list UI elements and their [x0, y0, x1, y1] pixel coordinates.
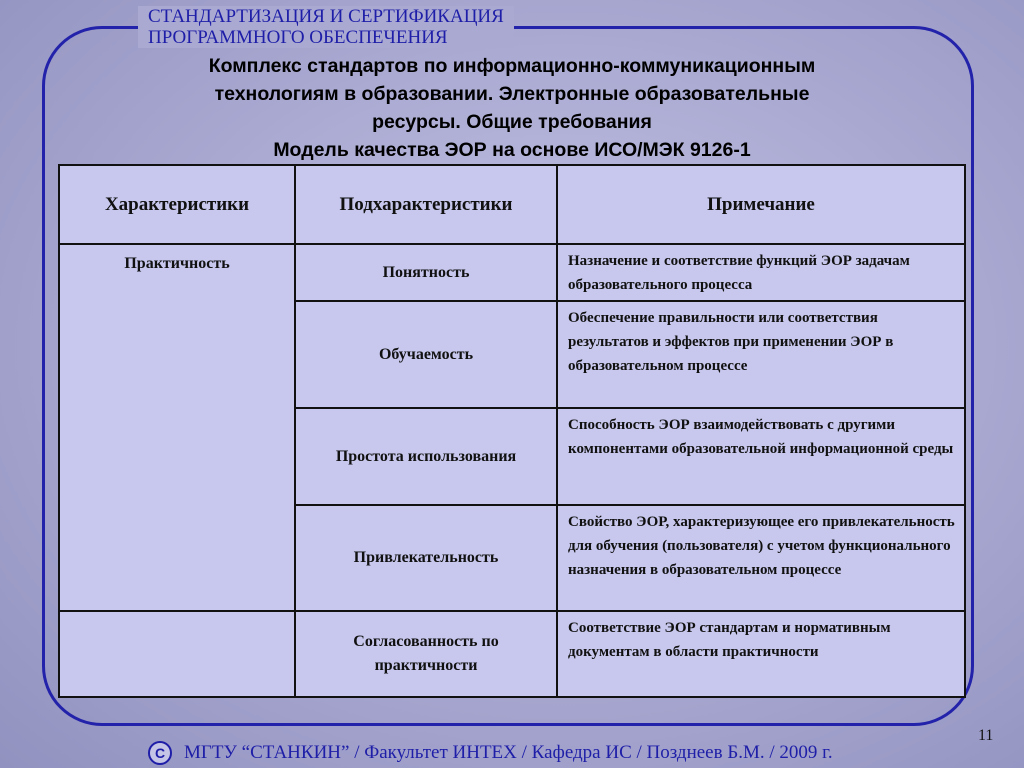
- characteristic-cell: Практичность: [59, 244, 295, 611]
- title-line-4: Модель качества ЭОР на основе ИСО/МЭК 9126-1: [273, 139, 751, 161]
- note-cell: Соответствие ЭОР стандартам и нормативным документам в области практичности: [557, 611, 965, 697]
- page-number: 11: [978, 727, 994, 744]
- header-characteristics: Характеристики: [59, 165, 295, 244]
- header-line-2: ПРОГРАММНОГО ОБЕСПЕЧЕНИЯ: [148, 27, 448, 48]
- note-cell: Назначение и соответствие функций ЭОР задачам образовательного процесса: [557, 244, 965, 301]
- slide-footer: [148, 738, 833, 768]
- title-line-2: технологиям в образовании. Электронные образовательные: [214, 83, 810, 105]
- slide-header: [138, 6, 514, 48]
- subcharacteristic-cell: Согласованность по практичности: [295, 611, 557, 697]
- title-line-3: ресурсы. Общие требования: [372, 111, 652, 133]
- slide-title: [120, 52, 904, 164]
- table-header-row: [59, 165, 965, 244]
- title-line-1: Комплекс стандартов по информационно-коммуникационным: [208, 55, 816, 77]
- quality-model-table: [58, 164, 966, 698]
- copyright-icon: C: [148, 741, 172, 765]
- header-note: Примечание: [557, 165, 965, 244]
- note-cell: Свойство ЭОР, характеризующее его привлекательность для обучения (пользователя) с учетом функционального назначения в образовательном процессе: [557, 505, 965, 611]
- subcharacteristic-cell: Простота использования: [295, 408, 557, 505]
- table-row: [59, 611, 965, 697]
- table-row: [59, 244, 965, 301]
- subcharacteristic-cell: Обучаемость: [295, 301, 557, 408]
- note-cell: Способность ЭОР взаимодействовать с другими компонентами образовательной информационной среды: [557, 408, 965, 505]
- characteristic-empty-cell: [59, 611, 295, 697]
- header-subcharacteristics: Подхарактеристики: [295, 165, 557, 244]
- subcharacteristic-cell: Понятность: [295, 244, 557, 301]
- note-cell: Обеспечение правильности или соответствия результатов и эффектов при применении ЭОР в образовательном процессе: [557, 301, 965, 408]
- footer-text: МГТУ “СТАНКИН” / Факультет ИНТЕХ / Кафедра ИС / Позднеев Б.М. / 2009 г.: [184, 742, 833, 763]
- subcharacteristic-cell: Привлекательность: [295, 505, 557, 611]
- header-line-1: СТАНДАРТИЗАЦИЯ И СЕРТИФИКАЦИЯ: [148, 6, 504, 27]
